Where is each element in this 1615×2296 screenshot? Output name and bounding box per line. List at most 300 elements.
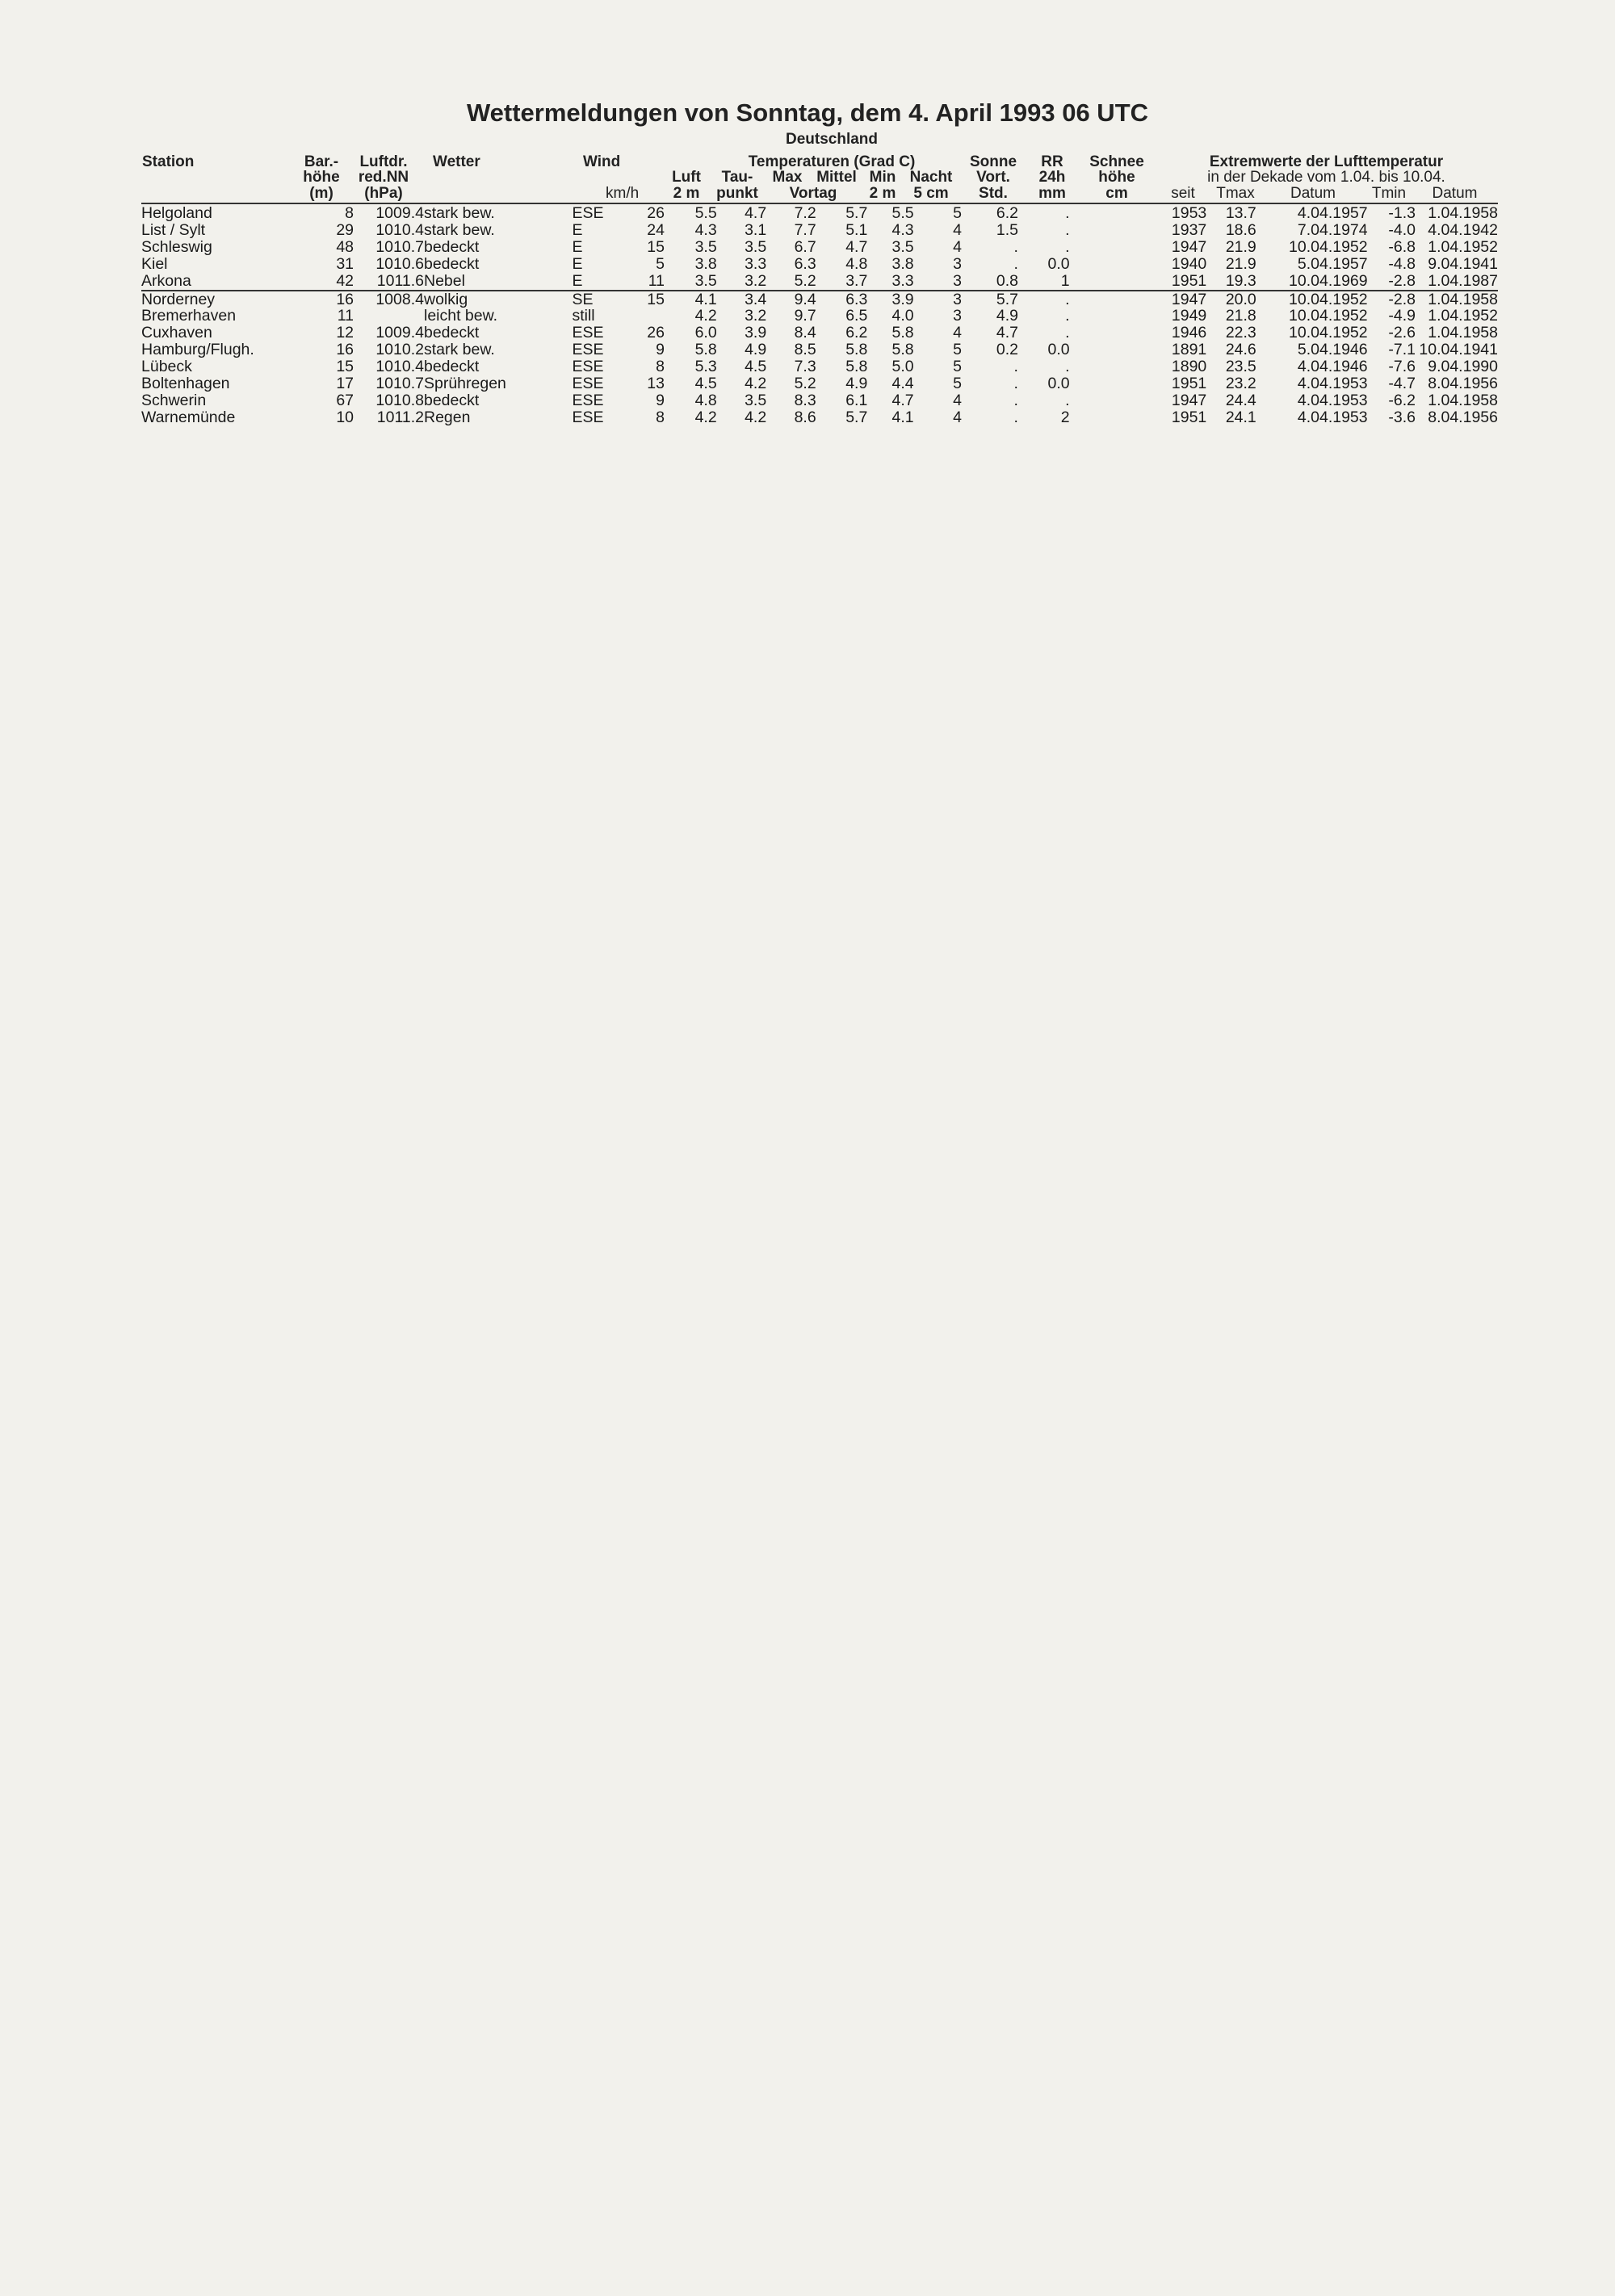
cell-tmean-prev: 6.2 <box>845 325 868 342</box>
cell-tmax-prev: 8.6 <box>794 409 816 426</box>
cell-snow <box>1070 308 1156 325</box>
cell-ext-tmax: 21.9 <box>1225 238 1256 256</box>
cell-barometer: 10 <box>336 409 354 426</box>
cell-precip: 0.0 <box>1047 255 1070 273</box>
cell-precip: 1 <box>1060 272 1070 290</box>
cell-ext-tmin-date: 8.04.1956 <box>1428 409 1498 426</box>
cell-ext-tmin-date: 4.04.1942 <box>1428 221 1498 239</box>
header-station: Station <box>142 153 195 170</box>
cell-since: 1951 <box>1171 409 1207 426</box>
cell-wind-dir: SE <box>572 291 616 308</box>
cell-tmean-prev: 5.7 <box>845 409 868 426</box>
cell-ext-tmin-date: 1.04.1958 <box>1428 392 1498 409</box>
cell-ext-tmin-date: 1.04.1958 <box>1416 291 1498 308</box>
cell-station: Kiel <box>141 255 168 273</box>
cell-since: 1891 <box>1171 341 1207 359</box>
table-row <box>141 325 1498 341</box>
cell-ext-tmax: 24.1 <box>1225 409 1256 426</box>
cell-wind-speed: 5 <box>656 255 665 273</box>
cell-since: 1947 <box>1171 392 1207 409</box>
cell-wind-speed: 15 <box>617 291 665 308</box>
header-sonne-3: Std. <box>979 185 1008 202</box>
cell-ext-tmax: 20.0 <box>1206 291 1256 308</box>
cell-barometer: 8 <box>345 205 354 222</box>
cell-tmin-prev: 5.5 <box>891 205 914 222</box>
cell-tmin-ground: 5 <box>953 205 962 222</box>
cell-tmean-prev: 3.7 <box>845 272 868 290</box>
table-row <box>141 205 1498 222</box>
cell-pressure: 1010.6 <box>375 255 424 273</box>
cell-weather: wolkig <box>424 291 572 308</box>
cell-ext-tmax: 23.5 <box>1225 358 1256 376</box>
cell-tmax-prev: 5.2 <box>794 375 816 392</box>
cell-ext-tmin-date: 1.04.1952 <box>1428 238 1498 256</box>
cell-temp-air: 3.8 <box>694 255 717 273</box>
cell-wind-dir: E <box>572 221 583 239</box>
cell-ext-tmin: -2.8 <box>1388 272 1416 290</box>
cell-dewpoint: 4.5 <box>745 358 767 376</box>
cell-sunshine: 4.7 <box>996 325 1018 342</box>
cell-pressure: 1010.7 <box>375 238 424 256</box>
table-row <box>141 222 1498 239</box>
cell-since: 1946 <box>1171 325 1207 342</box>
cell-wind-dir: E <box>572 238 583 256</box>
cell-wind-dir: still <box>572 308 595 325</box>
cell-weather: bedeckt <box>423 238 480 256</box>
cell-ext-tmin: -3.6 <box>1388 409 1416 426</box>
cell-since: 1940 <box>1171 255 1207 273</box>
cell-dewpoint: 3.5 <box>745 392 767 409</box>
cell-precip: . <box>1065 238 1070 256</box>
cell-precip: 0.0 <box>1047 341 1070 359</box>
header-nacht-2: 5 cm <box>913 185 949 202</box>
cell-weather: bedeckt <box>423 392 480 409</box>
cell-snow <box>1070 375 1156 392</box>
cell-tmin-prev: 5.8 <box>891 325 914 342</box>
cell-sunshine: . <box>1013 255 1018 273</box>
table-row <box>141 409 1498 426</box>
cell-ext-tmax-date: 5.04.1946 <box>1297 341 1368 359</box>
header-datum-min: Datum <box>1432 185 1478 202</box>
cell-tmax-prev: 8.3 <box>794 392 816 409</box>
cell-pressure: 1011.2 <box>376 409 424 426</box>
cell-tmean-prev: 4.9 <box>845 375 868 392</box>
cell-tmin-ground: 4 <box>953 238 962 256</box>
header-pressure-3: (hPa) <box>364 185 403 202</box>
cell-tmin-prev: 5.0 <box>891 358 914 376</box>
cell-temp-air: 4.1 <box>665 291 717 308</box>
cell-ext-tmax-date: 4.04.1953 <box>1297 375 1368 392</box>
cell-wind-dir: ESE <box>572 205 604 222</box>
header-rule <box>141 203 1498 204</box>
table-row <box>141 308 1498 325</box>
cell-barometer: 42 <box>336 272 354 290</box>
cell-weather: leicht bew. <box>423 308 498 325</box>
cell-snow <box>1070 273 1156 291</box>
cell-tmax-prev: 6.3 <box>794 255 816 273</box>
cell-ext-tmax: 19.3 <box>1225 272 1256 290</box>
cell-dewpoint: 3.2 <box>745 272 767 290</box>
cell-ext-tmax: 24.4 <box>1225 392 1256 409</box>
header-extremes-1: Extremwerte der Lufttemperatur <box>1209 153 1444 170</box>
cell-wind-speed: 11 <box>648 272 665 290</box>
cell-tmin-ground: 3 <box>953 272 962 290</box>
cell-since: 1949 <box>1171 308 1207 325</box>
cell-ext-tmax-date: 4.04.1953 <box>1297 392 1368 409</box>
header-sonne-2: Vort. <box>976 169 1010 186</box>
cell-weather: bedeckt <box>423 255 480 273</box>
cell-barometer: 31 <box>336 255 354 273</box>
cell-tmin-prev: 5.8 <box>891 341 914 359</box>
cell-since: 1937 <box>1171 221 1207 239</box>
cell-ext-tmin: -4.0 <box>1388 221 1416 239</box>
cell-snow <box>1070 205 1156 222</box>
cell-weather: bedeckt <box>423 358 480 376</box>
cell-ext-tmin: -1.3 <box>1388 205 1416 222</box>
cell-ext-tmin: -7.6 <box>1388 358 1416 376</box>
cell-snow <box>1070 409 1156 426</box>
cell-sunshine: . <box>1013 358 1018 376</box>
cell-ext-tmax: 21.8 <box>1225 308 1256 325</box>
cell-station: Arkona <box>141 272 191 290</box>
cell-sunshine: 4.9 <box>996 308 1018 325</box>
table-row <box>141 341 1498 358</box>
cell-tmin-ground: 4 <box>953 409 962 426</box>
header-vortag: Vortag <box>789 185 837 202</box>
cell-temp-air: 4.3 <box>694 221 717 239</box>
cell-temp-air: 4.5 <box>694 375 717 392</box>
cell-ext-tmin-date: 1.04.1958 <box>1428 325 1498 342</box>
cell-tmin-ground: 5 <box>953 358 962 376</box>
cell-station: Boltenhagen <box>141 375 230 392</box>
cell-sunshine: 1.5 <box>996 221 1018 239</box>
cell-pressure: 1010.8 <box>375 392 424 409</box>
cell-tmin-ground: 4 <box>953 325 962 342</box>
header-barometer-2: höhe <box>303 169 340 186</box>
cell-ext-tmax-date: 10.04.1952 <box>1289 325 1368 342</box>
cell-dewpoint: 4.2 <box>745 409 767 426</box>
cell-dewpoint: 3.9 <box>745 325 767 342</box>
table-row <box>141 256 1498 273</box>
cell-sunshine: . <box>1013 392 1018 409</box>
cell-wind-speed <box>617 308 665 325</box>
cell-ext-tmin: -2.6 <box>1388 325 1416 342</box>
cell-tmean-prev: 6.3 <box>816 291 868 308</box>
cell-precip: . <box>1018 291 1070 308</box>
cell-ext-tmin-date: 9.04.1990 <box>1428 358 1498 376</box>
header-pressure-2: red.NN <box>358 169 409 186</box>
cell-wind-speed: 13 <box>647 375 665 392</box>
header-min-1: Min <box>869 169 896 186</box>
cell-pressure: 1010.4 <box>375 221 424 239</box>
cell-tmean-prev: 5.1 <box>845 221 868 239</box>
cell-wind-dir: ESE <box>572 358 604 376</box>
cell-weather: Regen <box>423 409 471 426</box>
cell-tmin-prev: 3.3 <box>891 272 914 290</box>
cell-dewpoint: 3.1 <box>745 221 767 239</box>
cell-since: 1890 <box>1171 358 1207 376</box>
header-rr-3: mm <box>1038 185 1066 202</box>
cell-tmin-ground: 3 <box>953 308 962 325</box>
table-row <box>141 392 1498 409</box>
cell-tmax-prev: 8.5 <box>794 341 816 359</box>
header-barometer-3: (m) <box>309 185 333 202</box>
cell-snow <box>1070 291 1156 308</box>
cell-pressure: 1010.7 <box>375 375 424 392</box>
cell-station: Helgoland <box>141 205 212 222</box>
cell-ext-tmax: 22.3 <box>1225 325 1256 342</box>
cell-ext-tmax-date: 10.04.1952 <box>1289 238 1368 256</box>
cell-pressure: 1010.4 <box>375 358 424 376</box>
cell-temp-air: 5.8 <box>694 341 717 359</box>
cell-precip: . <box>1065 358 1070 376</box>
cell-wind-dir: ESE <box>572 341 604 359</box>
cell-barometer: 15 <box>336 358 354 376</box>
header-weather: Wetter <box>433 153 480 170</box>
header-min-2: 2 m <box>869 185 896 202</box>
cell-ext-tmin-date: 1.04.1958 <box>1428 205 1498 222</box>
cell-temp-air: 4.2 <box>694 308 717 325</box>
table-row <box>141 273 1498 291</box>
cell-dewpoint: 3.4 <box>717 291 767 308</box>
cell-ext-tmin: -2.8 <box>1368 291 1416 308</box>
cell-ext-tmin-date: 10.04.1941 <box>1419 341 1498 359</box>
cell-tmin-ground: 5 <box>953 341 962 359</box>
cell-tmax-prev: 7.7 <box>794 221 816 239</box>
cell-precip: 0.0 <box>1047 375 1070 392</box>
cell-ext-tmax: 18.6 <box>1225 221 1256 239</box>
cell-precip: . <box>1065 308 1070 325</box>
header-schnee-2: höhe <box>1098 169 1135 186</box>
cell-sunshine: 6.2 <box>996 205 1018 222</box>
cell-wind-dir: ESE <box>572 392 604 409</box>
cell-precip: . <box>1065 205 1070 222</box>
cell-since: 1951 <box>1171 375 1207 392</box>
header-tau-2: punkt <box>716 185 758 202</box>
cell-tmax-prev: 5.2 <box>794 272 816 290</box>
cell-dewpoint: 4.7 <box>745 205 767 222</box>
cell-snow <box>1070 256 1156 273</box>
cell-temp-air: 4.2 <box>694 409 717 426</box>
cell-precip: 2 <box>1060 409 1070 426</box>
cell-tmean-prev: 5.8 <box>845 358 868 376</box>
table-row <box>141 358 1498 375</box>
cell-sunshine: . <box>1013 375 1018 392</box>
cell-ext-tmax-date: 4.04.1953 <box>1297 409 1368 426</box>
cell-ext-tmax-date: 10.04.1952 <box>1289 308 1368 325</box>
cell-sunshine: 0.8 <box>996 272 1018 290</box>
cell-barometer: 48 <box>336 238 354 256</box>
header-rr-1: RR <box>1041 153 1063 170</box>
cell-snow <box>1070 358 1156 375</box>
cell-ext-tmax-date: 7.04.1974 <box>1297 221 1368 239</box>
cell-wind-dir: E <box>572 272 583 290</box>
cell-tmax-prev: 7.2 <box>794 205 816 222</box>
cell-tmean-prev: 4.8 <box>845 255 868 273</box>
cell-barometer: 11 <box>337 308 354 325</box>
cell-wind-speed: 8 <box>656 358 665 376</box>
cell-barometer: 16 <box>336 341 354 359</box>
cell-ext-tmax-date: 10.04.1969 <box>1289 272 1368 290</box>
cell-precip: . <box>1065 392 1070 409</box>
cell-temp-air: 5.5 <box>694 205 717 222</box>
cell-tmin-prev: 4.1 <box>891 409 914 426</box>
cell-barometer: 17 <box>336 375 354 392</box>
cell-station: Bremerhaven <box>141 308 237 325</box>
cell-barometer: 12 <box>336 325 354 342</box>
header-region: Deutschland <box>785 131 879 148</box>
cell-pressure: 1009.4 <box>375 205 424 222</box>
cell-barometer: 67 <box>336 392 354 409</box>
cell-snow <box>1070 392 1156 409</box>
cell-tmin-prev: 4.0 <box>891 308 914 325</box>
cell-ext-tmin: -4.9 <box>1388 308 1416 325</box>
cell-precip: . <box>1065 325 1070 342</box>
cell-station: Schleswig <box>141 238 212 256</box>
cell-wind-dir: ESE <box>572 325 604 342</box>
cell-tmean-prev: 6.5 <box>845 308 868 325</box>
cell-pressure: 1011.6 <box>376 272 424 290</box>
header-sonne-1: Sonne <box>969 153 1017 170</box>
cell-ext-tmin-date: 1.04.1952 <box>1428 308 1498 325</box>
cell-tmax-prev: 6.7 <box>794 238 816 256</box>
cell-station: Norderney <box>141 291 302 308</box>
header-wind: Wind <box>583 153 621 170</box>
cell-ext-tmin: -4.8 <box>1388 255 1416 273</box>
cell-tmean-prev: 6.1 <box>845 392 868 409</box>
cell-tmax-prev: 9.4 <box>766 291 816 308</box>
cell-tmin-ground: 5 <box>953 375 962 392</box>
header-extremes-2: in der Dekade vom 1.04. bis 10.04. <box>1207 169 1445 186</box>
cell-dewpoint: 3.2 <box>745 308 767 325</box>
cell-tmin-prev: 4.3 <box>891 221 914 239</box>
cell-ext-tmax: 13.7 <box>1225 205 1256 222</box>
cell-temp-air: 3.5 <box>694 272 717 290</box>
cell-weather: Sprühregen <box>423 375 506 392</box>
cell-snow <box>1070 341 1156 358</box>
cell-pressure: 1010.2 <box>375 341 424 359</box>
cell-wind-speed: 9 <box>656 392 665 409</box>
header-barometer-1: Bar.- <box>304 153 339 170</box>
table-row <box>141 291 1498 308</box>
cell-ext-tmax: 24.6 <box>1225 341 1256 359</box>
cell-pressure <box>354 308 424 325</box>
cell-weather: Nebel <box>423 272 465 290</box>
cell-ext-tmin: -6.2 <box>1388 392 1416 409</box>
cell-snow <box>1070 239 1156 256</box>
cell-tmin-ground: 4 <box>953 221 962 239</box>
cell-temp-air: 3.5 <box>694 238 717 256</box>
header-tau-1: Tau- <box>721 169 753 186</box>
cell-ext-tmin: -4.7 <box>1388 375 1416 392</box>
header-temperature-group: Temperaturen (Grad C) <box>748 153 916 170</box>
cell-wind-speed: 9 <box>656 341 665 359</box>
cell-tmax-prev: 9.7 <box>794 308 816 325</box>
cell-sunshine: . <box>1013 238 1018 256</box>
cell-snow <box>1070 325 1156 341</box>
header-luft-2: 2 m <box>673 185 700 202</box>
cell-wind-speed: 26 <box>647 325 665 342</box>
cell-weather: stark bew. <box>423 205 495 222</box>
cell-pressure: 1009.4 <box>375 325 424 342</box>
cell-temp-air: 6.0 <box>694 325 717 342</box>
cell-station: List / Sylt <box>141 221 206 239</box>
cell-ext-tmin: -7.1 <box>1388 341 1416 359</box>
cell-tmean-prev: 4.7 <box>845 238 868 256</box>
cell-wind-dir: E <box>572 255 583 273</box>
header-schnee-1: Schnee <box>1089 153 1144 170</box>
table-row <box>141 375 1498 392</box>
page-title: Wettermeldungen von Sonntag, dem 4. April 1993 06 UTC <box>466 98 1149 127</box>
cell-snow <box>1070 222 1156 239</box>
cell-wind-speed: 24 <box>647 221 665 239</box>
cell-weather: bedeckt <box>423 325 480 342</box>
cell-wind-speed: 26 <box>647 205 665 222</box>
cell-pressure: 1008.4 <box>354 291 424 308</box>
cell-station: Hamburg/Flugh. <box>141 341 254 359</box>
cell-dewpoint: 3.5 <box>745 238 767 256</box>
cell-wind-dir: ESE <box>572 375 604 392</box>
cell-tmin-prev: 4.7 <box>891 392 914 409</box>
cell-station: Warnemünde <box>141 409 236 426</box>
cell-ext-tmax-date: 4.04.1957 <box>1297 205 1368 222</box>
cell-tmin-prev: 4.4 <box>891 375 914 392</box>
weather-table <box>141 205 1498 426</box>
header-pressure-1: Luftdr. <box>359 153 408 170</box>
cell-since: 1947 <box>1156 291 1207 308</box>
cell-tmin-ground: 3 <box>953 255 962 273</box>
cell-sunshine: 5.7 <box>962 291 1018 308</box>
cell-sunshine: . <box>1013 409 1018 426</box>
cell-tmax-prev: 8.4 <box>794 325 816 342</box>
header-tmax: Tmax <box>1216 185 1255 202</box>
cell-dewpoint: 4.2 <box>745 375 767 392</box>
cell-temp-air: 5.3 <box>694 358 717 376</box>
cell-wind-speed: 8 <box>656 409 665 426</box>
table-row <box>141 239 1498 256</box>
cell-wind-dir: ESE <box>572 409 604 426</box>
cell-ext-tmin-date: 8.04.1956 <box>1428 375 1498 392</box>
cell-barometer: 16 <box>302 291 354 308</box>
cell-ext-tmax: 23.2 <box>1225 375 1256 392</box>
cell-precip: . <box>1065 221 1070 239</box>
cell-weather: stark bew. <box>423 341 495 359</box>
cell-since: 1951 <box>1171 272 1207 290</box>
cell-since: 1953 <box>1171 205 1207 222</box>
cell-tmin-prev: 3.9 <box>867 291 913 308</box>
cell-dewpoint: 4.9 <box>745 341 767 359</box>
header-max: Max <box>772 169 803 186</box>
cell-ext-tmax-date: 5.04.1957 <box>1297 255 1368 273</box>
cell-tmean-prev: 5.7 <box>845 205 868 222</box>
cell-station: Cuxhaven <box>141 325 212 342</box>
header-mittel: Mittel <box>816 169 857 186</box>
cell-tmax-prev: 7.3 <box>794 358 816 376</box>
header-schnee-3: cm <box>1105 185 1128 202</box>
cell-tmin-ground: 3 <box>914 291 962 308</box>
cell-station: Schwerin <box>141 392 207 409</box>
cell-ext-tmin-date: 1.04.1987 <box>1428 272 1498 290</box>
cell-ext-tmax: 21.9 <box>1225 255 1256 273</box>
header-rr-2: 24h <box>1038 169 1066 186</box>
cell-sunshine: 0.2 <box>996 341 1018 359</box>
cell-tmin-prev: 3.5 <box>891 238 914 256</box>
header-nacht-1: Nacht <box>909 169 953 186</box>
header-wind-unit: km/h <box>606 185 640 202</box>
header-luft-1: Luft <box>672 169 701 186</box>
header-tmin: Tmin <box>1371 185 1407 202</box>
cell-dewpoint: 3.3 <box>745 255 767 273</box>
